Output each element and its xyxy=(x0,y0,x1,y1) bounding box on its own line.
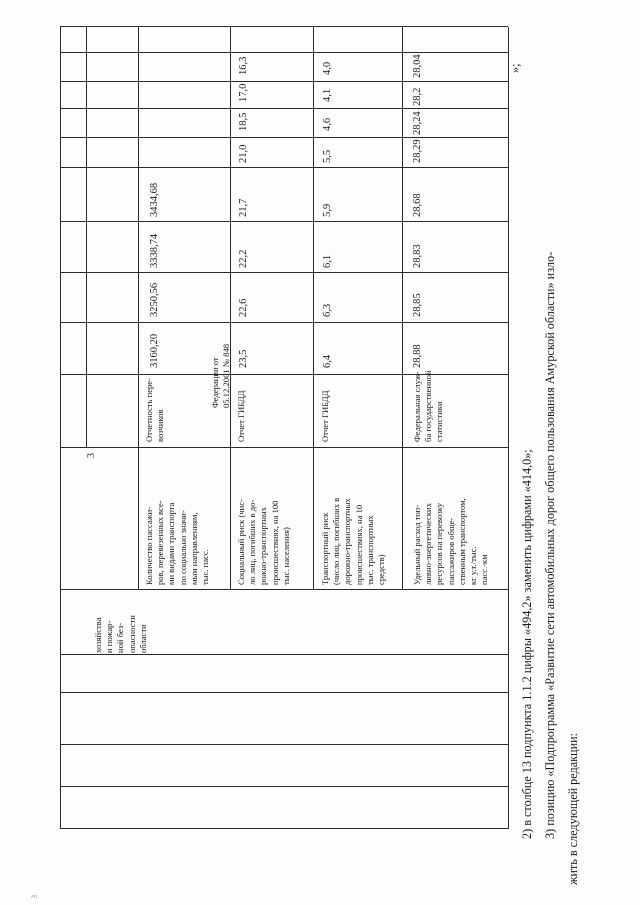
value-cell: 21,7 xyxy=(238,198,249,217)
table-bottom-border xyxy=(508,27,509,829)
table-column-border xyxy=(60,654,508,655)
value-cell: 3338,74 xyxy=(149,233,160,268)
value-cell: 28,24 xyxy=(412,111,423,135)
value-cell: 17,0 xyxy=(238,83,249,102)
value-cell: 22,2 xyxy=(238,249,249,268)
legal-source-cell: Федерации от 05.12.2001 № 848 xyxy=(210,343,232,408)
value-cell: 21,0 xyxy=(238,144,249,163)
value-cell: 18,5 xyxy=(238,112,249,131)
source-passengers: Отчетность пере- возчиков xyxy=(144,378,166,442)
value-cell: 3160,20 xyxy=(149,333,160,368)
value-cell: 4,0 xyxy=(322,61,333,75)
page-number: 3 xyxy=(86,453,97,458)
value-cell: 6,4 xyxy=(322,354,333,368)
table-column-border xyxy=(60,108,508,109)
value-cell: 28,85 xyxy=(412,293,423,317)
value-cell: 16,3 xyxy=(238,56,249,75)
table-column-border xyxy=(60,589,508,590)
value-cell: 4,1 xyxy=(322,88,333,102)
value-cell: 28,83 xyxy=(412,244,423,268)
value-cell: 28,88 xyxy=(412,344,423,368)
amendment-paragraph-3-continued: жить в следующей редакции: xyxy=(566,732,580,885)
table-column-border xyxy=(60,447,508,448)
table-closing-quote: »; xyxy=(508,63,522,73)
value-cell: 3434,68 xyxy=(149,182,160,217)
amendment-paragraph-2: 2) в столбце 13 подпункта 1.1.2 цифры «494,2» заменить цифрами «414,0»; xyxy=(520,449,534,839)
value-cell: 5,5 xyxy=(322,149,333,163)
indicator-passengers: Количество пассажи- ров, перевезенных все- ми видами транспорта по социально значи- мым направлениям, тыс. пасс. xyxy=(144,500,211,585)
source-social-risk: Отчет ГИБДД xyxy=(236,390,246,442)
value-cell: 6,1 xyxy=(322,254,333,268)
value-cell: 28,68 xyxy=(412,193,423,217)
table-column-border xyxy=(60,272,508,273)
table-column-border xyxy=(60,744,508,745)
table-column-border xyxy=(60,167,508,168)
table-column-border xyxy=(60,221,508,222)
table-column-border xyxy=(60,81,508,82)
margin-mark: 3 xyxy=(30,895,39,899)
table-column-border xyxy=(60,26,508,27)
table-row-border xyxy=(402,27,403,590)
table-column-border xyxy=(60,322,508,323)
table-top-border xyxy=(60,27,61,829)
table-column-border xyxy=(60,137,508,138)
table-row-border xyxy=(86,27,87,448)
table-column-border xyxy=(60,692,508,693)
source-fuel-consumption: Федеральная служ- ба государственной статистики xyxy=(412,370,445,442)
source-transport-risk: Отчет ГИБДД xyxy=(320,390,330,442)
indicator-social-risk: Социальный риск (чис- ло лиц, погибших в до- рожно-транспортных происшествиях, на 100 тыс. населения) xyxy=(236,499,291,585)
table-column-border xyxy=(60,786,508,787)
value-cell: 5,9 xyxy=(322,203,333,217)
value-cell: 3250,56 xyxy=(149,282,160,317)
indicator-transport-risk: Транспортный риск (число лиц, погибших в дорожно-транспортных происшествиях, на 10 тыс. транспортных средств) xyxy=(320,497,387,585)
amendment-paragraph-3: 3) позицию «Подпрограмма «Развитие сети автомобильных дорог общего пользования Амурской области» изло- xyxy=(543,251,557,839)
table-row-border xyxy=(313,27,314,590)
value-cell: 4,6 xyxy=(322,117,333,131)
table-column-border xyxy=(60,828,508,829)
table-row-border xyxy=(230,27,231,590)
value-cell: 28,29 xyxy=(412,139,423,163)
value-cell: 23,5 xyxy=(238,349,249,368)
value-cell: 22,6 xyxy=(238,298,249,317)
category-cell: хозяйства и пожар- ной без- опасности области xyxy=(93,615,148,653)
value-cell: 28,2 xyxy=(412,87,423,106)
indicator-fuel-consumption: Удельный расход топ- ливно-энергетических ресурсов на перевозку пассажиров обще- ственным транспортом, кг у.т./тыс. пасс.-км xyxy=(412,498,490,585)
value-cell: 28,04 xyxy=(412,54,423,78)
table-row-border xyxy=(138,27,139,590)
value-cell: 6,3 xyxy=(322,303,333,317)
table-column-border xyxy=(60,52,508,53)
